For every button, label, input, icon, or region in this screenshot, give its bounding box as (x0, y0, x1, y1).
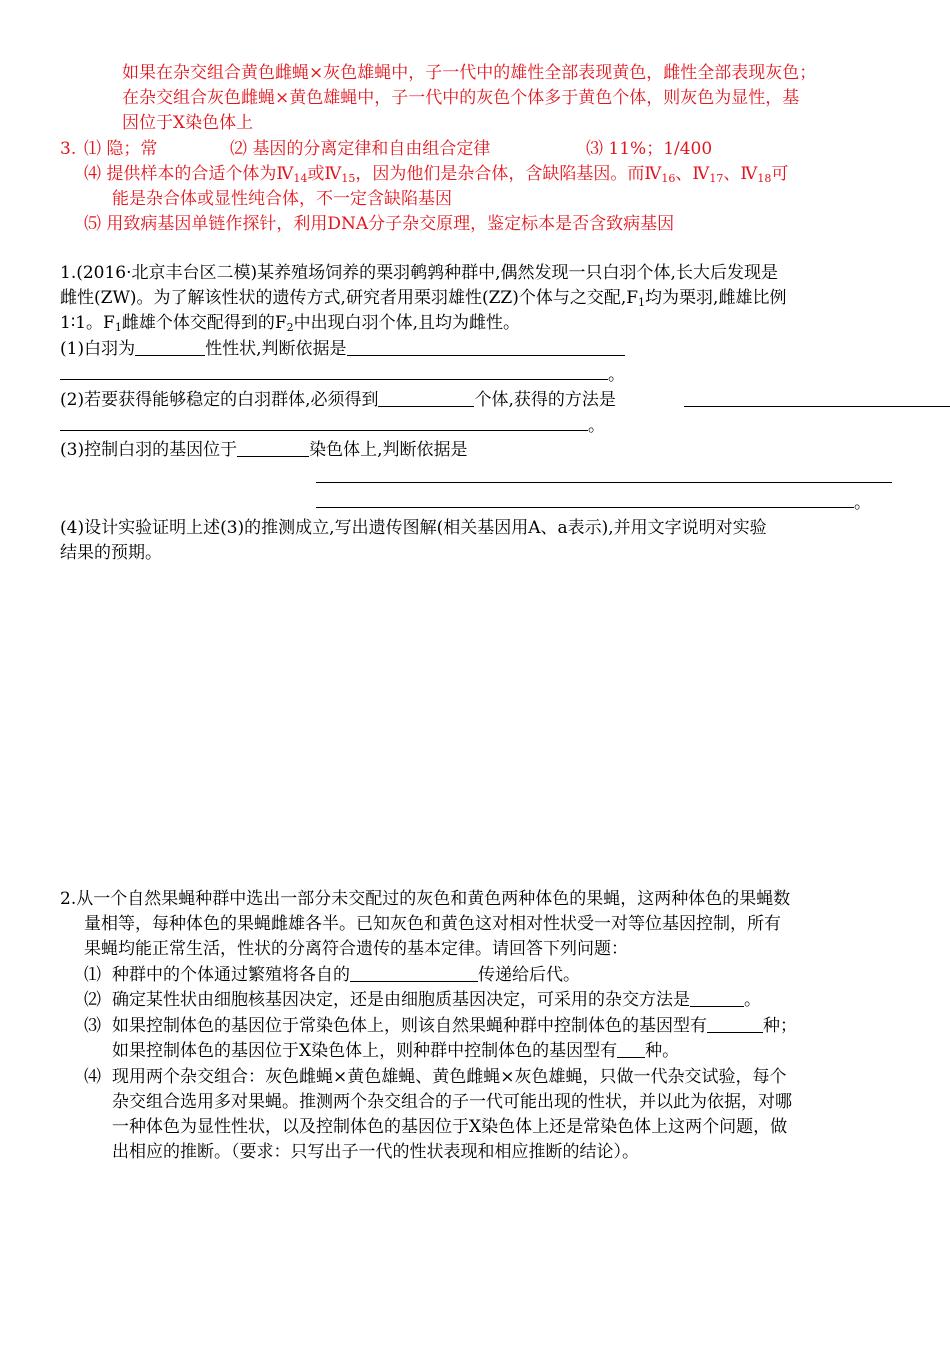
q1-part-1: (1)白羽为 性性状,判断依据是 (60, 337, 625, 362)
q2-part-2: 确定某性状由细胞核基因决定，还是由细胞质基因决定，可采用的杂交方法是 。 (112, 990, 761, 1010)
answer-line-1: 如果在杂交组合黄色雌蝇×灰色雄蝇中，子一代中的雄性全部表现黄色，雌性全部表现灰色； (122, 63, 817, 83)
q2-part-4-number: ⑷ (84, 1067, 101, 1087)
q2-part-4-line-3: 一种体色为显性性状，以及控制体色的基因位于X染色体上还是常染色体上这两个问题，做 (112, 1117, 788, 1137)
answer-3-part-3: ⑶ 11%；1/400 (586, 139, 713, 159)
q2-part-4-line-1: 现用两个杂交组合：灰色雌蝇×黄色雄蝇、黄色雌蝇×灰色雄蝇，只做一代杂交试验，每个 (112, 1067, 787, 1087)
answer-blank[interactable] (347, 337, 625, 356)
q2-stem-line-1: 2.从一个自然果蝇种群中选出一部分未交配过的灰色和黄色两种体色的果蝇，这两种体色的果蝇数 (60, 889, 791, 909)
answer-line-2: 在杂交组合灰色雌蝇×黄色雄蝇中，子一代中的灰色个体多于黄色个体，则灰色为显性，基 (122, 88, 800, 108)
q2-part-1: 种群中的个体通过繁殖将各自的 传递给后代。 (112, 965, 580, 985)
q1-stem-line-3: 1∶1。$F_1$雌雄个体交配得到的$F_2$中出现白羽个体,且均为雌性。 (60, 313, 521, 334)
answer-blank[interactable] (707, 1014, 763, 1033)
q1-part-3: (3)控制白羽的基因位于 染色体上,判断依据是 (60, 440, 468, 460)
answer-3-part-4-cont: 能是杂合体或显性纯合体，不一定含缺陷基因 (112, 189, 452, 209)
answer-line[interactable] (684, 406, 950, 407)
answer-line[interactable] (60, 379, 608, 380)
answer-line-3: 因位于X染色体上 (122, 113, 254, 133)
q2-stem-line-2: 量相等，每种体色的果蝇雌雄各半。已知灰色和黄色这对相对性状受一对等位基因控制，所有 (84, 914, 781, 934)
q1-stem-line-2: 雌性(ZW)。为了解该性状的遗传方式,研究者用栗羽雄性(ZZ)个体与之交配$,F_1$均为栗羽,雌雄比例 (60, 288, 787, 309)
answer-3-number: 3. (60, 139, 77, 159)
q1-part-4-line-1: (4)设计实验证明上述(3)的推测成立,写出遗传图解(相关基因用A、a表示),并用文字说明对实验 (60, 518, 767, 538)
q2-part-1-number: ⑴ (84, 965, 101, 985)
period: 。 (608, 365, 625, 385)
answer-line[interactable] (316, 482, 892, 483)
q1-part-2: (2)若要获得能够稳定的白羽群体,必须得到 个体,获得的方法是 (60, 390, 616, 410)
q2-part-2-number: ⑵ (84, 990, 101, 1010)
q2-part-3-number: ⑶ (84, 1016, 101, 1036)
q2-part-3-line-2: 如果控制体色的基因位于X染色体上，则种群中控制体色的基因型有 种。 (112, 1041, 680, 1061)
answer-blank[interactable] (350, 963, 478, 982)
answer-3-part-1: ⑴ 隐；常 (84, 139, 158, 159)
period: 。 (854, 493, 871, 513)
q2-stem-line-3: 果蝇均能正常生活，性状的分离符合遗传的基本定律。请回答下列问题： (84, 939, 628, 959)
answer-blank[interactable] (690, 988, 744, 1007)
q2-part-4-line-4: 出相应的推断。（要求：只写出子一代的性状表现和相应推断的结论）。 (112, 1142, 639, 1162)
answer-3-part-5: ⑸ 用致病基因单链作探针，利用DNA分子杂交原理，鉴定标本是否含致病基因 (84, 214, 675, 234)
q2-part-4-line-2: 杂交组合选用多对果蝇。推测两个杂交组合的子一代可能出现的性状，并以此为依据，对哪 (112, 1092, 792, 1112)
answer-line[interactable] (60, 430, 588, 431)
answer-3-part-4: ⑷ 提供样本的合适个体为$Ⅳ_{14}$或$Ⅳ_{15}$，因为他们是杂合体，含缺陷基因。而$Ⅳ_{16}$、$Ⅳ_{17}$、$Ⅳ_{18}$可 (84, 164, 789, 185)
answer-blank[interactable] (237, 438, 309, 457)
q2-part-3-line-1: 如果控制体色的基因位于常染色体上，则该自然果蝇种群中控制体色的基因型有 种； (112, 1016, 797, 1036)
period: 。 (588, 416, 605, 436)
q1-stem-line-1: 1.(2016·北京丰台区二模)某养殖场饲养的栗羽鹌鹑种群中,偶然发现一只白羽个体,长大后发现是 (60, 263, 778, 283)
answer-blank[interactable] (378, 388, 474, 407)
answer-blank[interactable] (135, 337, 205, 356)
answer-line[interactable] (316, 507, 854, 508)
answer-3-part-2: ⑵ 基因的分离定律和自由组合定律 (230, 139, 491, 159)
answer-blank[interactable] (617, 1039, 645, 1058)
q1-part-4-line-2: 结果的预期。 (60, 543, 162, 563)
